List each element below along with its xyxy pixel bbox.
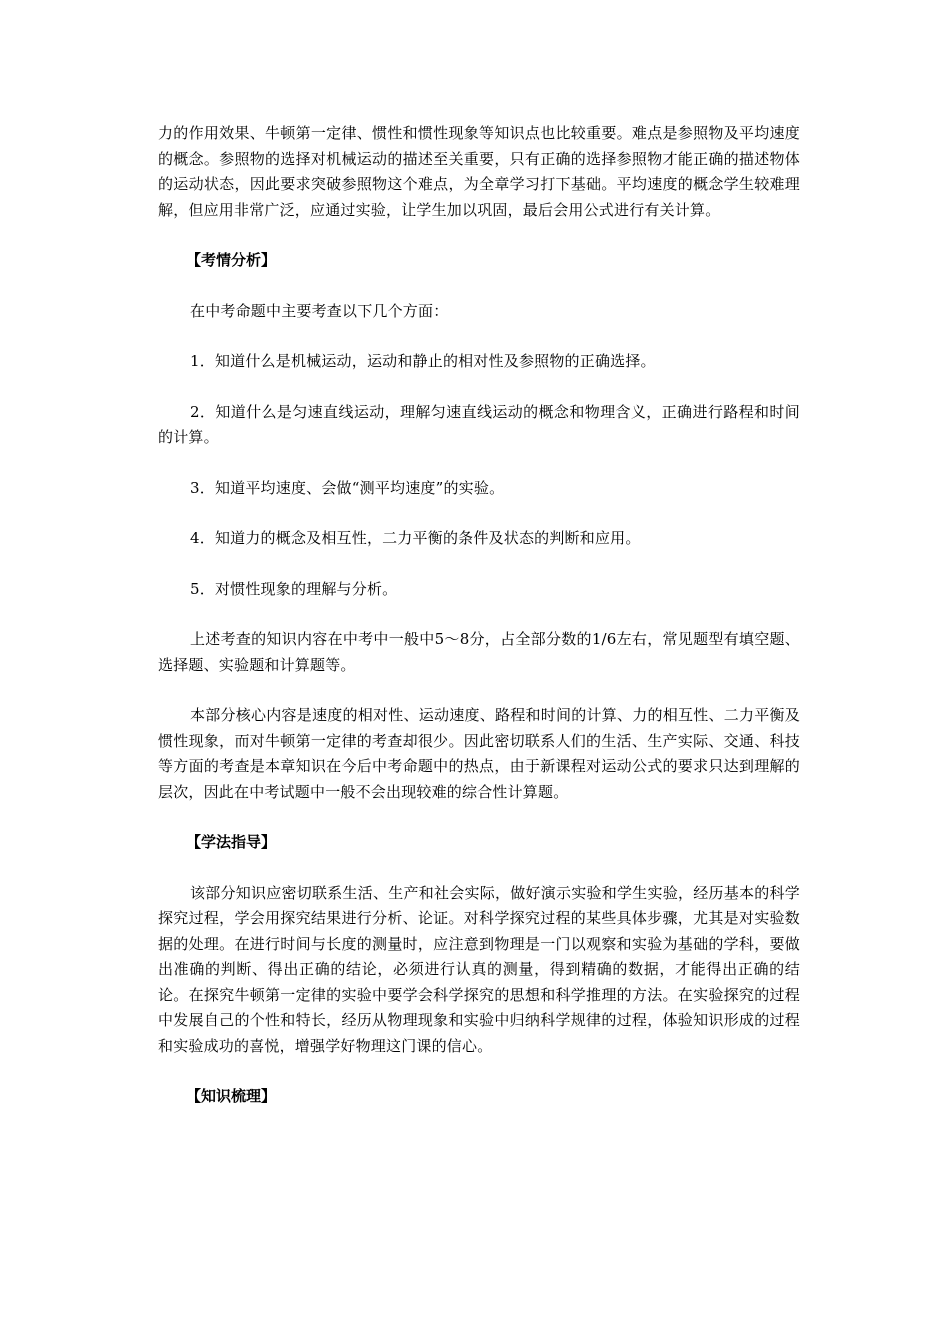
study-guide-paragraph: 该部分知识应密切联系生活、生产和社会实际，做好演示实验和学生实验，经历基本的科学探究过程，学会用探究结果进行分析、论证。对科学探究过程的某些具体步骤，尤其是对实验数据的处理。在进行时间与长度的测量时，应注意到物理是一门以观察和实验为基础的学科，要做出准确的判断、得出正确的结论，必须进行认真的测量，得到精确的数据，才能得出正确的结论。在探究牛顿第一定律的实验中要学会科学探究的思想和科学推理的方法。在实验探究的过程中发展自己的个性和特长，经历从物理现象和实验中归纳科学规律的过程，体验知识形成的过程和实验成功的喜悦，增强学好物理这门课的信心。 xyxy=(158,883,800,1055)
section-heading-knowledge-outline: 【知识梳理】 xyxy=(186,1087,277,1105)
exam-point-4: 4．知道力的概念及相互性，二力平衡的条件及状态的判断和应用。 xyxy=(190,529,641,547)
document-page xyxy=(158,121,800,1110)
section-heading-exam-analysis: 【考情分析】 xyxy=(186,251,277,269)
exam-point-5: 5．对惯性现象的理解与分析。 xyxy=(190,579,398,598)
exam-point-2: 2．知道什么是匀速直线运动，理解匀速直线运动的概念和物理含义，正确进行路程和时间的计算。 xyxy=(158,402,800,446)
exam-intro-paragraph: 在中考命题中主要考查以下几个方面： xyxy=(190,301,449,320)
section-heading-study-guide: 【学法指导】 xyxy=(186,833,277,851)
intro-paragraph: 力的作用效果、牛顿第一定律、惯性和惯性现象等知识点也比较重要。难点是参照物及平均速度的概念。参照物的选择对机械运动的描述至关重要，只有正确的选择参照物才能正确的描述物体的运动状态，因此要求突破参照物这个难点，为全章学习打下基础。平均速度的概念学生较难理解，但应用非常广泛，应通过实验，让学生加以巩固，最后会用公式进行有关计算。 xyxy=(158,124,800,219)
exam-point-1: 1．知道什么是机械运动，运动和静止的相对性及参照物的正确选择。 xyxy=(190,352,656,370)
score-paragraph: 上述考查的知识内容在中考中一般中5～8分，占全部分数的1/6左右，常见题型有填空题、选择题、实验题和计算题等。 xyxy=(158,630,800,674)
exam-point-3: 3．知道平均速度、会做“测平均速度”的实验。 xyxy=(190,478,505,497)
core-content-paragraph: 本部分核心内容是速度的相对性、运动速度、路程和时间的计算、力的相互性、二力平衡及惯性现象，而对牛顿第一定律的考查却很少。因此密切联系人们的生活、生产实际、交通、科技等方面的考查是本章知识在今后中考命题中的热点，由于新课程对运动公式的要求只达到理解的层次，因此在中考试题中一般不会出现较难的综合性计算题。 xyxy=(158,706,800,801)
